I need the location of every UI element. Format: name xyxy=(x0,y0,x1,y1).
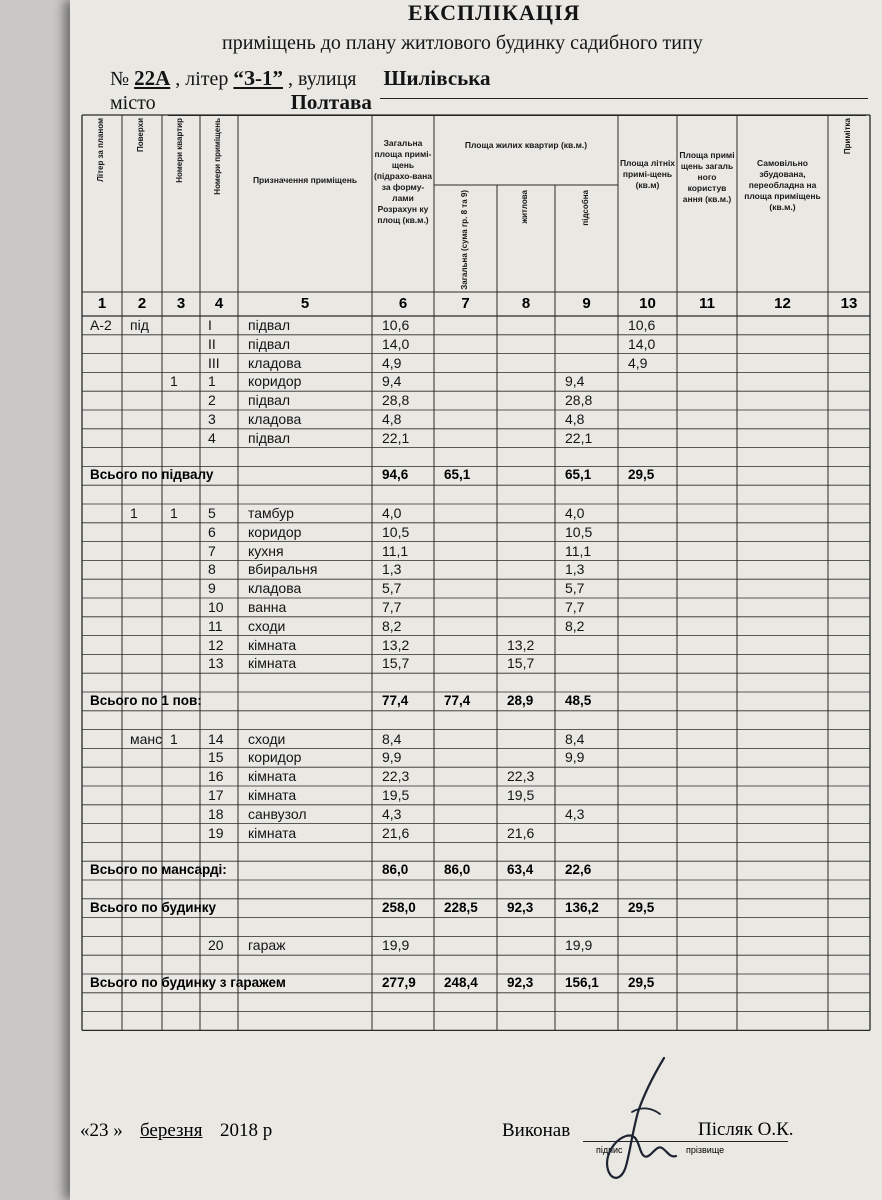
total-c6: 94,6 xyxy=(382,467,409,483)
cell-c1: А-2 xyxy=(90,317,112,333)
cell-c6: 22,1 xyxy=(382,429,410,446)
column-header-c9: підсобна xyxy=(580,190,590,226)
cell-c6: 13,2 xyxy=(382,636,410,653)
cell-c5: коридор xyxy=(248,373,302,390)
total-c7: 228,5 xyxy=(444,899,478,915)
total-row-label: Всього по 1 пов: xyxy=(90,693,202,708)
handwritten-signature xyxy=(586,1048,696,1188)
column-number: 6 xyxy=(398,295,408,312)
cell-c4: 15 xyxy=(208,749,224,766)
total-c8: 28,9 xyxy=(507,693,534,708)
cell-c8: 15,7 xyxy=(507,655,535,672)
total-row-label: Всього по будинку xyxy=(90,899,217,915)
cell-c5: коридор xyxy=(248,523,302,540)
cell-c6: 22,3 xyxy=(382,768,410,785)
cell-c5: кладова xyxy=(248,580,302,597)
cell-c5: кухня xyxy=(248,542,284,559)
cell-c9: 8,2 xyxy=(565,617,585,634)
city-name: Полтава xyxy=(290,90,372,114)
cell-c6: 8,2 xyxy=(382,617,402,634)
cell-c5: ванна xyxy=(248,599,287,615)
cell-c4: 19 xyxy=(208,824,224,841)
column-header-c8: житлова xyxy=(520,190,529,224)
cell-c5: підвал xyxy=(248,392,291,409)
cell-c5: гараж xyxy=(248,937,286,954)
cell-c4: 8 xyxy=(208,561,216,578)
column-header-c5: Призначення приміщень xyxy=(252,175,358,185)
cell-c5: сходи xyxy=(248,730,286,747)
cell-c8: 13,2 xyxy=(507,636,535,653)
column-header-c4: Номери приміщень xyxy=(213,118,222,195)
total-c7: 248,4 xyxy=(444,975,478,990)
cell-c4: II xyxy=(208,335,216,352)
liter-value: “З-1” xyxy=(233,66,283,90)
cell-c6: 28,8 xyxy=(382,392,410,409)
cell-c4: 10 xyxy=(208,599,224,615)
column-header-c6: Загальна площа примі-щень (підрахо-вана за форму-лами Розрахун ку площ (кв.м.) xyxy=(374,138,432,225)
cell-c5: підвал xyxy=(248,317,291,333)
cell-c9: 1,3 xyxy=(565,561,585,578)
cell-c6: 4,9 xyxy=(382,354,402,371)
total-row-label: Всього по підвалу xyxy=(90,467,214,483)
street-name: Шилівська xyxy=(383,66,491,90)
cell-c4: 3 xyxy=(208,411,216,427)
column-number: 9 xyxy=(582,295,591,312)
cell-c9: 22,1 xyxy=(565,429,593,446)
cell-c9: 4,3 xyxy=(565,805,585,822)
column-header-c12: Самовільно збудована, переобладна на площа приміщень (кв.м.) xyxy=(744,158,821,212)
cell-c8: 22,3 xyxy=(507,768,535,785)
column-number: 11 xyxy=(699,295,715,312)
column-number: 2 xyxy=(137,295,147,312)
cell-c3: 1 xyxy=(170,373,178,390)
column-number: 12 xyxy=(774,295,791,312)
column-header-c10: Площа літніх примі-щень (кв.м) xyxy=(619,158,676,190)
cell-c5: кладова xyxy=(248,411,302,427)
cell-c9: 4,8 xyxy=(565,411,585,427)
cell-c10: 14,0 xyxy=(628,335,656,352)
cell-c5: кімната xyxy=(248,787,297,803)
cell-c3: 1 xyxy=(170,730,178,747)
cell-c5: вбиральня xyxy=(248,561,318,578)
cell-c4: 18 xyxy=(208,805,224,822)
total-row-label: Всього по будинку з гаражем xyxy=(90,975,286,990)
column-number: 7 xyxy=(461,295,470,312)
cell-c2: під xyxy=(130,317,149,333)
cell-c4: 20 xyxy=(208,937,224,954)
cell-c5: підвал xyxy=(248,335,291,352)
cell-c6: 10,6 xyxy=(382,317,410,333)
total-c7: 77,4 xyxy=(444,693,471,708)
cell-c6: 1,3 xyxy=(382,561,402,578)
total-c8: 92,3 xyxy=(507,899,534,915)
cell-c6: 19,5 xyxy=(382,787,410,803)
cell-c6: 14,0 xyxy=(382,335,410,352)
cell-c5: кімната xyxy=(248,636,297,653)
cell-c2: манс xyxy=(130,730,163,747)
cell-c9: 5,7 xyxy=(565,580,585,597)
street-label: , вулиця xyxy=(288,68,357,90)
total-c6: 86,0 xyxy=(382,862,409,878)
cell-c4: 2 xyxy=(208,392,216,409)
cell-c9: 4,0 xyxy=(565,505,585,521)
total-c9: 136,2 xyxy=(565,899,599,915)
number-sign: № xyxy=(110,68,130,90)
signature-caption: підпис xyxy=(596,1145,623,1155)
city-label: місто xyxy=(110,92,156,114)
column-header-c7-9_group: Площа жилих квартир (кв.м.) xyxy=(464,140,588,150)
cell-c6: 4,0 xyxy=(382,505,402,521)
executed-by-label: Виконав xyxy=(502,1120,571,1141)
total-c6: 277,9 xyxy=(382,975,416,990)
total-c6: 258,0 xyxy=(382,899,416,915)
cell-c4: 12 xyxy=(208,636,224,653)
column-number: 10 xyxy=(639,295,656,312)
cell-c5: кладова xyxy=(248,354,302,371)
cell-c9: 8,4 xyxy=(565,730,585,747)
house-number: 22А xyxy=(134,66,171,90)
column-header-c1: Літер за планом xyxy=(96,118,105,182)
cell-c5: кімната xyxy=(248,824,297,841)
cell-c4: 14 xyxy=(208,730,224,747)
cell-c6: 8,4 xyxy=(382,730,402,747)
total-c8: 63,4 xyxy=(507,862,534,878)
cell-c10: 4,9 xyxy=(628,354,648,371)
cell-c5: кімната xyxy=(248,768,297,785)
cell-c4: I xyxy=(208,317,212,333)
column-number: 8 xyxy=(521,295,531,312)
cell-c9: 9,4 xyxy=(565,373,585,390)
total-c7: 65,1 xyxy=(444,467,471,483)
cell-c4: 13 xyxy=(208,655,224,672)
cell-c6: 15,7 xyxy=(382,655,410,672)
cell-c9: 11,1 xyxy=(565,542,592,559)
document-subtitle: приміщень до плану житлового будинку садибного типу xyxy=(222,32,703,54)
total-c9: 22,6 xyxy=(565,862,592,878)
column-number: 13 xyxy=(840,295,858,312)
date-month: березня xyxy=(140,1120,203,1141)
cell-c4: 16 xyxy=(208,768,224,785)
total-c9: 156,1 xyxy=(565,975,599,990)
total-row-label: Всього по мансарді: xyxy=(90,862,227,878)
cell-c9: 9,9 xyxy=(565,749,585,766)
total-c6: 77,4 xyxy=(382,693,409,708)
cell-c9: 28,8 xyxy=(565,392,593,409)
cell-c4: 6 xyxy=(208,523,216,540)
cell-c9: 19,9 xyxy=(565,937,593,954)
total-c10: 29,5 xyxy=(628,975,655,990)
column-number: 5 xyxy=(300,295,310,312)
cell-c4: 7 xyxy=(208,542,216,559)
cell-c5: сходи xyxy=(248,617,286,634)
column-header-c11: Площа примі щень загаль ного користув ання (кв.м.) xyxy=(679,150,735,204)
date-year: 2018 р xyxy=(220,1120,273,1141)
cell-c6: 4,3 xyxy=(382,805,402,822)
column-header-c3: Номери квартир xyxy=(175,118,184,183)
cell-c2: 1 xyxy=(130,505,138,521)
cell-c4: 9 xyxy=(208,580,216,597)
cell-c4: 11 xyxy=(208,617,223,634)
cell-c10: 10,6 xyxy=(628,317,656,333)
cell-c8: 21,6 xyxy=(507,824,535,841)
total-c10: 29,5 xyxy=(628,467,655,483)
cell-c4: 5 xyxy=(208,505,216,521)
cell-c6: 7,7 xyxy=(382,599,402,615)
total-c9: 65,1 xyxy=(565,467,592,483)
cell-c6: 10,5 xyxy=(382,523,410,540)
cell-c6: 4,8 xyxy=(382,411,402,427)
total-c9: 48,5 xyxy=(565,693,592,708)
executor-name: Післяк О.К. xyxy=(698,1119,794,1140)
cell-c6: 19,9 xyxy=(382,937,410,954)
column-header-c7: Загальна (сума гр. 8 та 9) xyxy=(459,190,469,290)
cell-c6: 11,1 xyxy=(382,542,409,559)
cell-c5: підвал xyxy=(248,429,291,446)
cell-c4: 4 xyxy=(208,429,216,446)
total-c7: 86,0 xyxy=(444,862,471,878)
total-c8: 92,3 xyxy=(507,975,534,990)
cell-c6: 9,4 xyxy=(382,373,402,390)
column-number: 3 xyxy=(176,295,186,312)
column-number: 4 xyxy=(214,295,224,312)
liter-label: , літер xyxy=(175,68,229,90)
cell-c9: 10,5 xyxy=(565,523,593,540)
total-c10: 29,5 xyxy=(628,899,655,915)
column-number: 1 xyxy=(97,295,107,312)
column-header-c13: Примітка xyxy=(843,118,852,155)
cell-c6: 5,7 xyxy=(382,580,402,597)
cell-c5: коридор xyxy=(248,749,302,766)
cell-c6: 9,9 xyxy=(382,749,402,766)
cell-c5: санвузол xyxy=(248,805,307,822)
cell-c6: 21,6 xyxy=(382,824,410,841)
column-header-c2: Поверхи xyxy=(136,118,145,153)
cell-c4: III xyxy=(208,354,220,371)
document-title: ЕКСПЛІКАЦІЯ xyxy=(408,0,581,25)
date-day: «23 » xyxy=(80,1120,123,1141)
cell-c8: 19,5 xyxy=(507,787,535,803)
cell-c9: 7,7 xyxy=(565,599,585,615)
cell-c4: 17 xyxy=(208,787,224,803)
cell-c4: 1 xyxy=(208,373,216,390)
cell-c3: 1 xyxy=(170,505,178,521)
surname-caption: прізвище xyxy=(686,1145,725,1155)
cell-c5: кімната xyxy=(248,655,297,672)
cell-c5: тамбур xyxy=(248,505,294,521)
